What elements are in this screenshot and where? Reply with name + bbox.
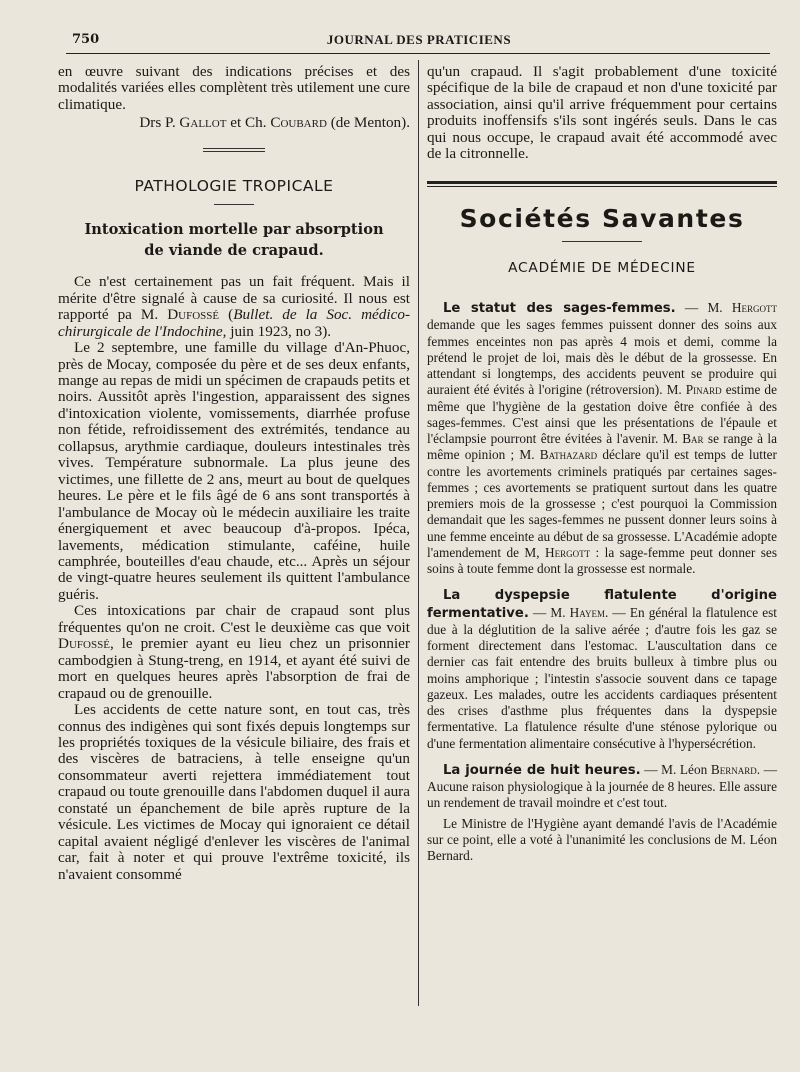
p1-text-c: juin 1923, no 3). <box>226 322 332 340</box>
p3-text-a: Ces intoxications par chair de crapaud sont plus fréquentes qu'on ne croit. C'est le deuxième cas que voit <box>58 602 410 636</box>
paragraph-4: Les accidents de cette nature sont, en tout cas, très connus des indigènes qui sont fixés depuis longtemps sur les propriétés toxiques de la vésicule biliaire, des frais et des viscères de batraciens, à telle enseigne qu'un consommateur averti rejettera immédiatement tout crapaud ou toute grenouille dans l'abdomen duquel il aura constaté un épanchement de bile après rupture de la vésicule. Les victimes de Mocay qui ignoraient ce détail capital avaient négligé d'enlever les viscères de l'animal car, fait à noter et qui prouve l'extrême toxicité, ils n'avaient consommé <box>58 701 410 883</box>
societes-savantes-heading: Sociétés Savantes <box>459 203 745 233</box>
p3-text-b: , le premier ayant eu lieu chez un prisonnier cambodgien à Stung-treng, en 1914, et ayant été suivi de mort en quelques heures après l'absorption de frai de crapaud ou de grenouille. <box>58 635 410 702</box>
report-huit-heures-conclusion: Le Ministre de l'Hygiène ayant demandé l'avis de l'Académie sur ce point, elle a voté à l'unanimité les conclusions de M. Léon Bernard. <box>427 815 777 864</box>
a3-name-bernard: Bernard <box>710 761 757 777</box>
report-huit-heures-title: La journée de huit heures. <box>443 762 641 778</box>
article-title-line1: Intoxication mortelle par absorption <box>84 221 384 239</box>
p1-author: Dufossé <box>167 306 220 324</box>
a2-text-2: . — En général la flatulence est due à la déglutition de la salive aérée ; d'autre fois les gaz se forment directement dans l'estomac. L'auscultation dans ce dernier cas fait entendre des bruits bulleux à timbre plus ou moins amphorique ; l'intestin s'associe souvent dans ce tapage gazeux. Les malades, outre les accidents cardiaques présentent des crises d'asthme plus fréquentes dans la dyspepsie fermentative. La flatulence résulte d'une sténose pylorique ou d'une fermentation alimentaire consécutive à l'hypersécrétion. <box>427 604 777 751</box>
a1-text-4: se range à la même opinion ; M. <box>427 431 778 463</box>
a1-name-pinard: Pinard <box>685 382 722 398</box>
report-sages-femmes <box>427 300 777 577</box>
a1-text-5: déclare qu'il est temps de lutter contre les avortements criminels pratiqués par certaines sages-femmes ; ces avortements se pratiquent surtout dans les quatre premiers mois de la grossesse ; c'est pourquoi la Commission demandait que les sages-femmes ne pussent donner leurs soins à une femme enceinte au début de sa grossesse. L'Académie adopte l'amendement de M, <box>427 447 777 560</box>
running-header <box>66 30 772 52</box>
author-gallot: Gallot <box>179 114 227 132</box>
signature-prefix: Drs P. <box>139 114 180 132</box>
a1-text-3: estime de même que l'hygiène de la gestation doive être confiée à des sages-femmes. C'est ainsi que les présentations de l'épaule et l'éclampsie pourront être évitées à l'avenir. M. <box>427 382 777 447</box>
signature-mid: et Ch. <box>226 114 271 132</box>
report-dyspepsie <box>427 587 777 752</box>
author-signature <box>58 115 410 131</box>
a2-text-1: — M. <box>528 604 570 620</box>
section-heading: PATHOLOGIE TROPICALE <box>134 176 334 195</box>
paragraph-3 <box>58 603 410 702</box>
separator-rule <box>203 148 265 152</box>
a1-name-hergott-2: Hergott <box>545 544 591 560</box>
continued-paragraph: qu'un crapaud. Il s'agit probablement d'une toxicité spécifique de la bile de crapaud et non d'une toxicité par association, ainsi qu'il arrive fréquemment pour certains produits inoffensifs s'ils sont ingérés seuls. Dans le cas qui nous occupe, le crapaud avait été accommodé avec de la citronnelle. <box>427 63 777 163</box>
paragraph-1 <box>58 274 410 340</box>
p1-text-a: Ce n'est certainement pas un fait fréquent. Mais il mérite d'être signalé à cause de sa curiosité. Il nous est rapporté pa M. <box>58 273 410 324</box>
a1-name-bathazard: Bathazard <box>539 447 598 463</box>
section-underline <box>214 204 254 205</box>
a1-name-bar: Bar <box>682 431 704 447</box>
signature-suffix: (de Menton). <box>326 114 410 132</box>
a1-text-2: demande que les sages femmes puissent donner des soins aux femmes enceintes non pas après 4 mois et demi, comme la prétend le projet de loi, mais dès le début de la grossesse. En attendant si longtemps, des accidents peuvent se produire qui auraient été évités à l'origine (rétroversion). M. <box>427 317 777 398</box>
article-title-line2: de viande de crapaud. <box>144 242 324 260</box>
column-divider <box>418 60 419 1006</box>
academie-heading: ACADÉMIE DE MÉDECINE <box>508 259 696 276</box>
paragraph-2: Le 2 septembre, une famille du village d'An-Phuoc, près de Mocay, composée du père et de ses deux enfants, mange au repas de midi un spécimen de crapauds petits et noirs. Aussitôt après l'ingestion, apparaissent des signes d'intoxication violente, vomissements, diarrhée profuse non fétide, refroidissement des extrémités, tendance au collapsus, arythmie cardiaque, douleurs intestinales très vives. Température subnormale. La plus jeune des victimes, une fillette de 2 ans, meurt au bout de quelques heures. Le père et le fils âgé de 6 ans sont transportés à l'ambulance de Mocay où le médecin auxiliaire les traite énergiquement et avec beaucoup d'à-propos. Ipéca, lavements, médication stimulante, caféine, huile camphrée, bouteilles d'eau chaude, etc... Après un séjour de vingt-quatre heures seulement ils quittent l'ambulance guéris. <box>58 339 410 603</box>
p3-author: Dufossé <box>58 635 110 653</box>
p1-citation: Bullet. de la Soc. médico-chirurgicale de l'Indochine, <box>58 306 410 340</box>
heavy-separator-rule <box>427 181 777 187</box>
header-rule <box>66 53 770 54</box>
p1-text-b: ( <box>219 306 234 324</box>
report-huit-heures <box>427 762 777 812</box>
author-coubard: Coubard <box>270 114 327 132</box>
a1-text-6: : la sage-femme peut donner ses soins à toute femme dont la grossesse est normale. <box>427 544 777 577</box>
report-dyspepsie-title: La dyspepsie flatulente d'origine fermentative. <box>427 588 777 621</box>
right-column <box>427 64 777 864</box>
left-column <box>58 64 410 883</box>
a3-text-2: . — Aucune raison physiologique à la journée de 8 heures. Elle assure un rendement de travail moindre et c'est tout. <box>427 761 777 811</box>
a2-name-hayem: Hayem <box>569 604 605 620</box>
heading-underline <box>562 241 642 242</box>
page-number: 750 <box>72 32 100 47</box>
a1-name-hergott: Hergott <box>731 300 778 316</box>
journal-title: JOURNAL DES PRATICIENS <box>326 32 512 47</box>
a1-text-1: — M. <box>675 300 732 316</box>
article-title <box>58 219 410 261</box>
intro-paragraph: en œuvre suivant des indications précises et des modalités variées elles complètent très utilement une cure climatique. <box>58 63 410 113</box>
a3-text-1: — M. Léon <box>640 761 711 777</box>
report-sages-femmes-title: Le statut des sages-femmes. <box>443 301 676 317</box>
